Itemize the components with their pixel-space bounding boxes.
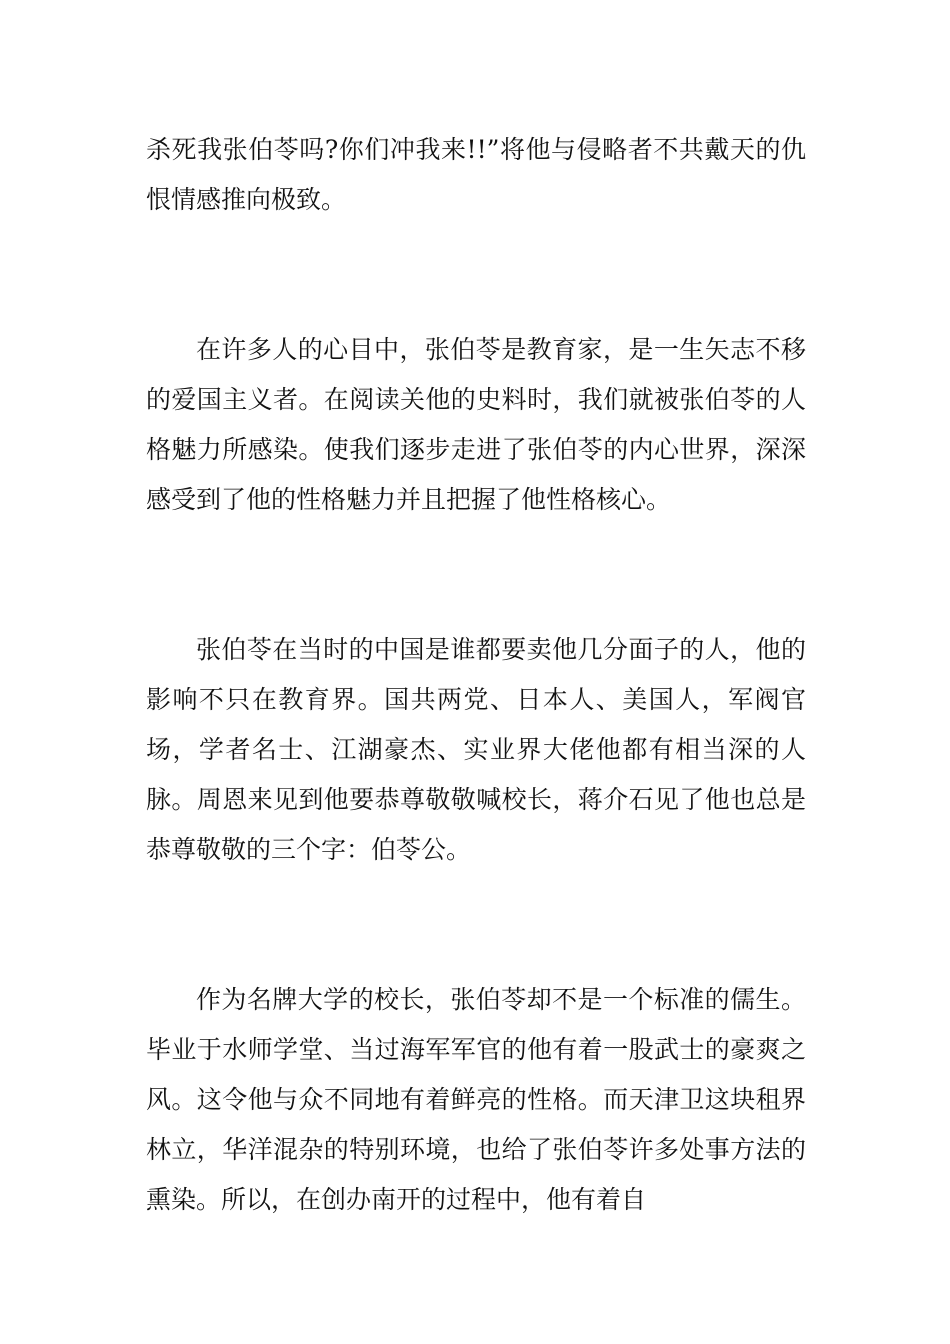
paragraph-principal: 作为名牌大学的校长，张伯苓却不是一个标准的儒生。毕业于水师学堂、当过海军军官的他有着一股武士的豪爽之风。这令他与众不同地有着鲜亮的性格。而天津卫这块租界林立，华洋混杂的特别环境，也给了张伯苓许多处事方法的熏染。所以，在创办南开的过程中，他有着自 [146, 985, 806, 1214]
paragraph-educator: 在许多人的心目中，张伯苓是教育家，是一生矢志不移的爱国主义者。在阅读关他的史料时，我们就被张伯苓的人格魅力所感染。使我们逐步走进了张伯苓的内心世界，深深感受到了他的性格魅力并且把握了他性格核心。 [146, 335, 806, 514]
paragraph-continuation: 杀死我张伯苓吗?你们冲我来!!”将他与侵略者不共戴天的仇恨情感推向极致。 [146, 135, 806, 214]
paragraph-influence: 张伯苓在当时的中国是谁都要卖他几分面子的人，他的影响不只在教育界。国共两党、日本人、美国人，军阀官场，学者名士、江湖豪杰、实业界大佬他都有相当深的人脉。周恩来见到他要恭尊敬敬喊校长，蒋介石见了他也总是恭尊敬敬的三个字：伯苓公。 [146, 635, 806, 864]
